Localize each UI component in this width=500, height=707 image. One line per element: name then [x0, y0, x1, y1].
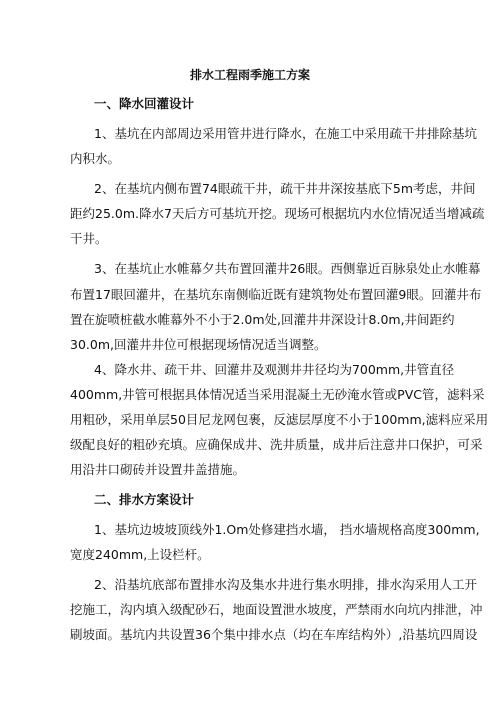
paragraph-line: 400mm,井管可根据具体情况适当采用混凝土无砂淹水管或PVC管，滤料采 [70, 387, 485, 402]
paragraph-line: 用粗砂，采用单层50目尼龙网包裹，反滤层厚度不小于100mm,滤料应采用 [70, 412, 489, 427]
paragraph-line: 干井。 [70, 231, 108, 246]
paragraph-line: 1、基坑在内部周边采用管井进行降水，在施工中采用疏干井排除基坑 [94, 126, 477, 141]
paragraph-line: 布置17眼回灌井，在基坑东南侧临近既有建筑物处布置回灌9眼。回灌井布 [70, 287, 482, 302]
paragraph-line: 2、沿基坑底部布置排水沟及集水井进行集水明排，排水沟采用人工开 [94, 577, 477, 592]
paragraph-line: 宽度240mm,上设栏杆。 [70, 547, 210, 562]
paragraph-line: 内积水。 [70, 151, 121, 166]
paragraph-line: 置在旋喷桩截水帷幕外不小于2.0m处,回灌井井深设计8.0m,井间距约 [70, 312, 455, 327]
paragraph-line: 2、在基坑内侧布置74眼疏干井，疏干井井深按基底下5m考虑，井间 [94, 181, 476, 196]
section-heading-drainage-recharge: 一、降水回灌设计 [94, 96, 195, 111]
paragraph-line: 1、基坑边坡坡顶线外1.Om处修建挡水墙， 挡水墙规格高度300mm, [94, 522, 480, 537]
paragraph-line: 距约25.0m.降水7天后方可基坑开挖。现场可根据坑内水位情况适当增减疏 [70, 206, 485, 221]
paragraph-line: 级配良好的粗砂充填。应确保成井、洗井质量，成井后注意井口保护，可采 [70, 437, 483, 452]
document-title: 排水工程雨季施工方案 [189, 68, 310, 82]
paragraph-line: 挖施工，沟内填入级配砂石，地面设置泄水坡度，严禁雨水向坑内排泄，冲 [70, 602, 483, 617]
paragraph-line: 4、降水井、疏干井、回灌井及观测井井径均为700mm,井管直径 [94, 362, 455, 377]
paragraph-line: 30.0m,回灌井井位可根据现场情况适当调整。 [70, 337, 327, 352]
section-heading-drainage-plan: 二、排水方案设计 [94, 492, 195, 507]
paragraph-line: 用沿井口砌砖并设置井盖措施。 [70, 462, 246, 477]
paragraph-line: 3、在基坑止水帷幕夕共布置回灌井26眼。西侧靠近百脉泉处止水帷幕 [94, 261, 481, 276]
paragraph-line: 刷坡面。基坑内共设置36个集中排水点（均在车库结构外）,沿基坑四周设 [70, 627, 478, 642]
